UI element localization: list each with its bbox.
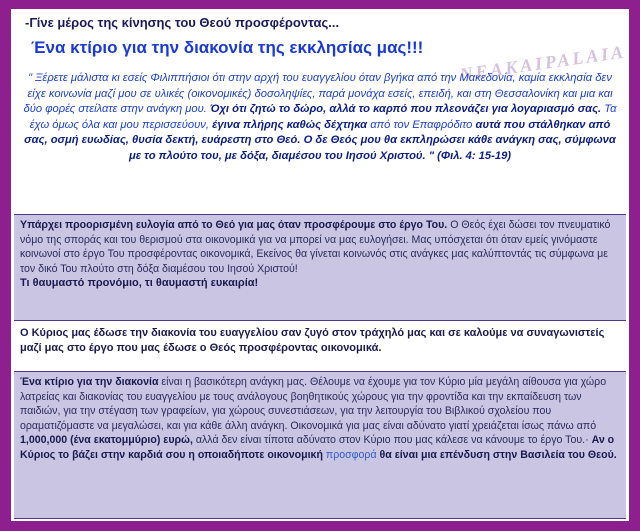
- quote-part-3: Τα έχω όμως όλα και μου περισσεύουν,: [29, 103, 617, 131]
- building-paragraph: [20, 375, 620, 463]
- building-section: [14, 371, 626, 519]
- quote-part-4: έγινα πλήρης καθώς δέχτηκα: [212, 118, 368, 131]
- blessing-exclaim: Τι θαυμαστό προνόμιο, τι θαυμαστή ευκαιρία!: [20, 277, 259, 290]
- building-end: θα είναι μια επένδυση στην Βασιλεία του Θεού.: [379, 448, 617, 461]
- blessing-body: Ο Θεός έχει δώσει τον πνευματικό νόμο της σποράς και του θερισμού στα οικονομικά για να μπορεί να μας ευλογήσει. Μας υπόσχεται ότι όταν εμείς γινόμαστε κοινωνοί στο έργο Του προσφέροντας οικονομικά, Εκείνος θα γίνεται κοινωνός στις ανάγκες μας καλύπτοντάς τις σύμφωνα με τον δικό Του πλούτο στη δόξα διαμέσου του Ιησού Χριστού!: [20, 219, 611, 275]
- main-heading: Ένα κτίριο για την διακονία της εκκλησίας μας!!!: [31, 38, 424, 57]
- intro-heading: -Γίνε μέρος της κίνησης του Θεού προσφέροντας...: [25, 15, 340, 30]
- content-panel: [11, 9, 629, 521]
- quote-part-6: αυτά που στάλθηκαν από σας, οσμή ευωδίας, θυσία δεκτή, ευάρεστη στο Θεό. Ο δε Θεός μου θα εκπληρώσει κάθε ανάγκη σας, σύμφωνα με το πλούτο του, με δόξα, διαμέσου του Ιησού Χριστού. ": [24, 118, 616, 162]
- quote-part-2: Όχι ότι ζητώ το δώρο, αλλά το καρπό που πλεονάζει για λογαριασμό σας.: [210, 103, 602, 115]
- building-call: Αν ο Κύριος το βάζει στην καρδιά σου η οποιαδήποτε οικονομική: [20, 434, 615, 461]
- quote-reference: (Φιλ. 4: 15-19): [437, 149, 512, 162]
- building-amount: 1,000,000 (ένα εκατομμύριο) ευρώ,: [20, 434, 193, 447]
- building-lead: Ένα κτίριο για την διακονία: [20, 376, 159, 388]
- blessing-paragraph: [20, 218, 620, 276]
- watermark-top: NEAKAIPALAIA: [458, 41, 628, 85]
- calling-section: [14, 323, 626, 359]
- quote-part-1: " Ξέρετε μάλιστα κι εσείς Φιλιππήσιοι ότι στην αρχή του ευαγγελίου όταν βγήκα από την Μακεδονία, καμία εκκλησία δεν είχε κοινωνία μαζί μου σε υλικές (οικονομικές) δοσοληψίες, παρά μονάχα εσείς, επειδή, και στη Θεσσαλονίκη και μια και δύο φορές στείλατε στην ανάγκη μου.: [23, 72, 613, 115]
- blessing-section: [14, 214, 626, 321]
- building-body-2: αλλά δεν είναι τίποτα αδύνατο στον Κύριο που μας κάλεσε να κάνουμε το έργο Του.·: [195, 434, 589, 447]
- blessing-lead: Υπάρχει προορισμένη ευλογία από το Θεό για μας όταν προσφέρουμε στο έργο Του.: [20, 219, 448, 231]
- calling-text: Ο Κύριος μας έδωσε την διακονία του ευαγγελίου σαν ζυγό στον τράχηλό μας και σε καλούμε να συναγωνιστείς μαζί μας στο έργο που μας έδωσε ο Θεός προσφέροντας οικονομικά.: [20, 327, 605, 354]
- scripture-quote: [23, 71, 617, 164]
- building-body-1: είναι η βασικότερη ανάγκη μας. Θέλουμε να έχουμε για τον Κύριο μία μεγάλη αίθουσα για χώρο λατρείας και διακονίας του ευαγγελίου με τους ανάλογους βοηθητικούς χώρους για την φροντίδα και την εκπαίδευση των παιδιών, για την στέγαση των γραφείων, για χώρους συνεστιάσεων, για την λειτουργία του Βιβλικού σχολείου που οραματιζόμαστε να μεγαλώσει, και για κάθε άλλη ανάγκη. Οικονομικά για μας είναι αδύνατο γιατί χρειάζεται ίσως πάνω από: [20, 376, 607, 432]
- offering-link[interactable]: προσφορά: [325, 448, 377, 461]
- quote-part-5: από τον Επαφρόδιτο: [370, 118, 473, 131]
